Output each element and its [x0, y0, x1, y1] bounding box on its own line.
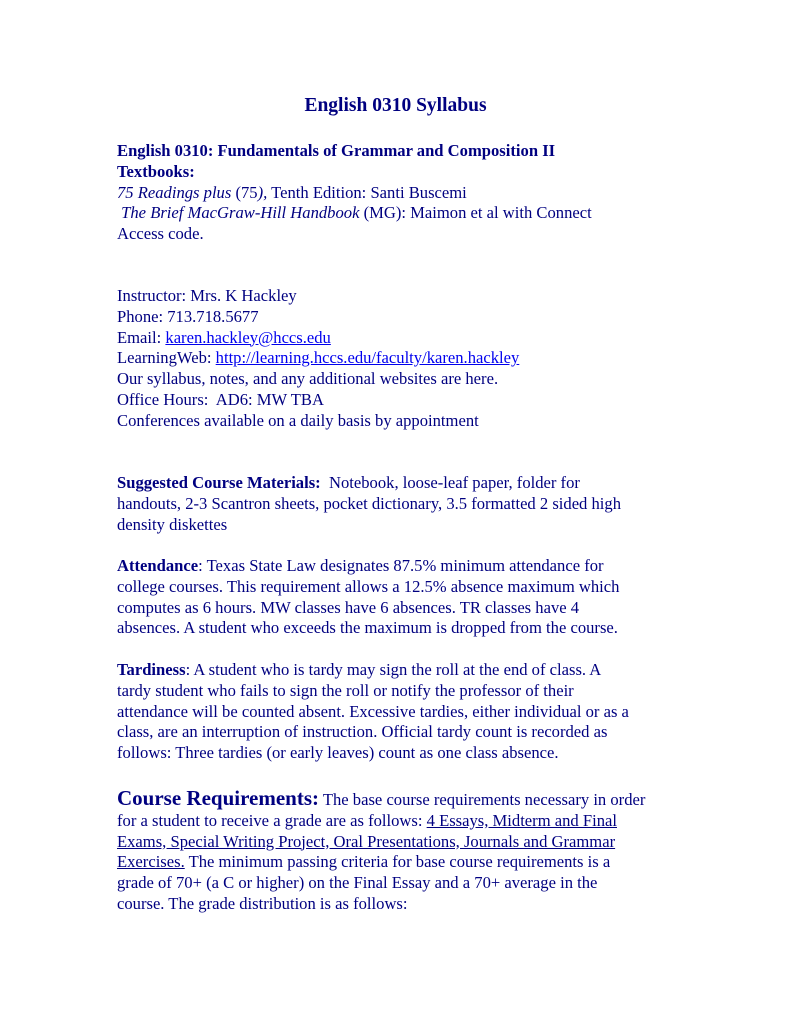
- textbook-2-authors: (MG): Maimon et al with Connect: [359, 203, 592, 223]
- tardiness-line-1: [117, 660, 682, 681]
- instructor-name: Instructor: Mrs. K Hackley: [117, 286, 297, 305]
- tardiness-label: Tardiness: [117, 660, 186, 679]
- requirements-list-1: 4 Essays, Midterm and Final: [426, 810, 617, 830]
- email-link[interactable]: karen.hackley@hccs.edu: [165, 327, 331, 347]
- tardiness-line-4: class, are an interruption of instruction. Official tardy count is recorded as: [117, 722, 608, 742]
- textbook-2-title: The Brief MacGraw-Hill Handbook: [121, 203, 360, 223]
- course-info: [117, 141, 682, 245]
- attendance-line-3: computes as 6 hours. MW classes have 6 absences. TR classes have 4: [117, 597, 580, 617]
- textbook-2-cont: Access code.: [117, 224, 204, 244]
- materials-line-1: [117, 473, 682, 494]
- instructor-phone: Phone: 713.718.5677: [117, 306, 259, 326]
- requirements-line-4: [117, 852, 682, 873]
- attendance-text-1: : Texas State Law designates 87.5% minimum attendance for: [198, 556, 604, 575]
- tardiness-line-3: attendance will be counted absent. Excessive tardies, either individual or as a: [117, 701, 629, 721]
- attendance-line-2: college courses. This requirement allows a 12.5% absence maximum which: [117, 576, 620, 596]
- textbook-1-title: 75 Readings plus: [117, 182, 232, 202]
- requirements-label: Course Requirements:: [117, 786, 320, 810]
- requirements-list-2: Exams, Special Writing Project, Oral Presentations, Journals and Grammar: [117, 831, 616, 851]
- textbook-2: [117, 203, 682, 224]
- requirements-line-6: course. The grade distribution is as follows:: [117, 893, 408, 913]
- course-materials: [117, 473, 682, 535]
- textbook-1-abbrev-close: ),: [257, 182, 268, 202]
- attendance-label: Attendance: [117, 556, 199, 575]
- syllabus-note: Our syllabus, notes, and any additional websites are here.: [117, 369, 499, 389]
- requirements-line-1: [117, 788, 682, 811]
- requirements-text-4: The minimum passing criteria for base course requirements is a: [184, 852, 611, 872]
- requirements-line-5: grade of 70+ (a C or higher) on the Final Essay and a 70+ average in the: [117, 873, 598, 893]
- learningweb-link[interactable]: http://learning.hccs.edu/faculty/karen.hackley: [215, 348, 520, 368]
- page-title: English 0310 Syllabus: [304, 95, 487, 116]
- materials-line-3: density diskettes: [117, 514, 228, 534]
- email-label: Email:: [117, 327, 166, 347]
- materials-line-2: handouts, 2-3 Scantron sheets, pocket dictionary, 3.5 formatted 2 sided high: [117, 493, 622, 513]
- attendance-line-4: absences. A student who exceeds the maximum is dropped from the course.: [117, 618, 618, 638]
- attendance-line-1: [117, 556, 682, 577]
- learningweb-line: [117, 348, 682, 369]
- requirements-text-2: for a student to receive a grade are as follows:: [117, 810, 427, 830]
- course-heading: English 0310: Fundamentals of Grammar and Composition II: [117, 141, 556, 160]
- textbook-1-abbrev: (75: [235, 182, 258, 202]
- office-hours: Office Hours: AD6: MW TBA: [117, 389, 324, 409]
- tardiness-text-1: : A student who is tardy may sign the roll at the end of class. A: [185, 660, 602, 679]
- materials-text-1: Notebook, loose-leaf paper, folder for: [320, 473, 580, 492]
- tardiness-line-5: follows: Three tardies (or early leaves) count as one class absence.: [117, 743, 559, 763]
- learningweb-label: LearningWeb:: [117, 348, 216, 368]
- materials-label: Suggested Course Materials:: [117, 473, 321, 492]
- requirements-line-2: [117, 811, 682, 832]
- textbook-1-edition: Tenth Edition: Santi Buscemi: [267, 182, 467, 202]
- instructor-email-line: [117, 328, 682, 349]
- attendance-policy: [117, 556, 682, 639]
- course-requirements: [117, 788, 682, 915]
- tardiness-policy: [117, 660, 682, 764]
- instructor-contact: [117, 286, 682, 432]
- textbooks-label: Textbooks:: [117, 161, 195, 181]
- textbook-1: [117, 183, 682, 204]
- requirements-list-3: Exercises.: [117, 852, 185, 872]
- conferences-note: Conferences available on a daily basis by appointment: [117, 410, 479, 430]
- tardiness-line-2: tardy student who fails to sign the roll or notify the professor of their: [117, 680, 574, 700]
- requirements-text-1: The base course requirements necessary in order: [319, 790, 646, 809]
